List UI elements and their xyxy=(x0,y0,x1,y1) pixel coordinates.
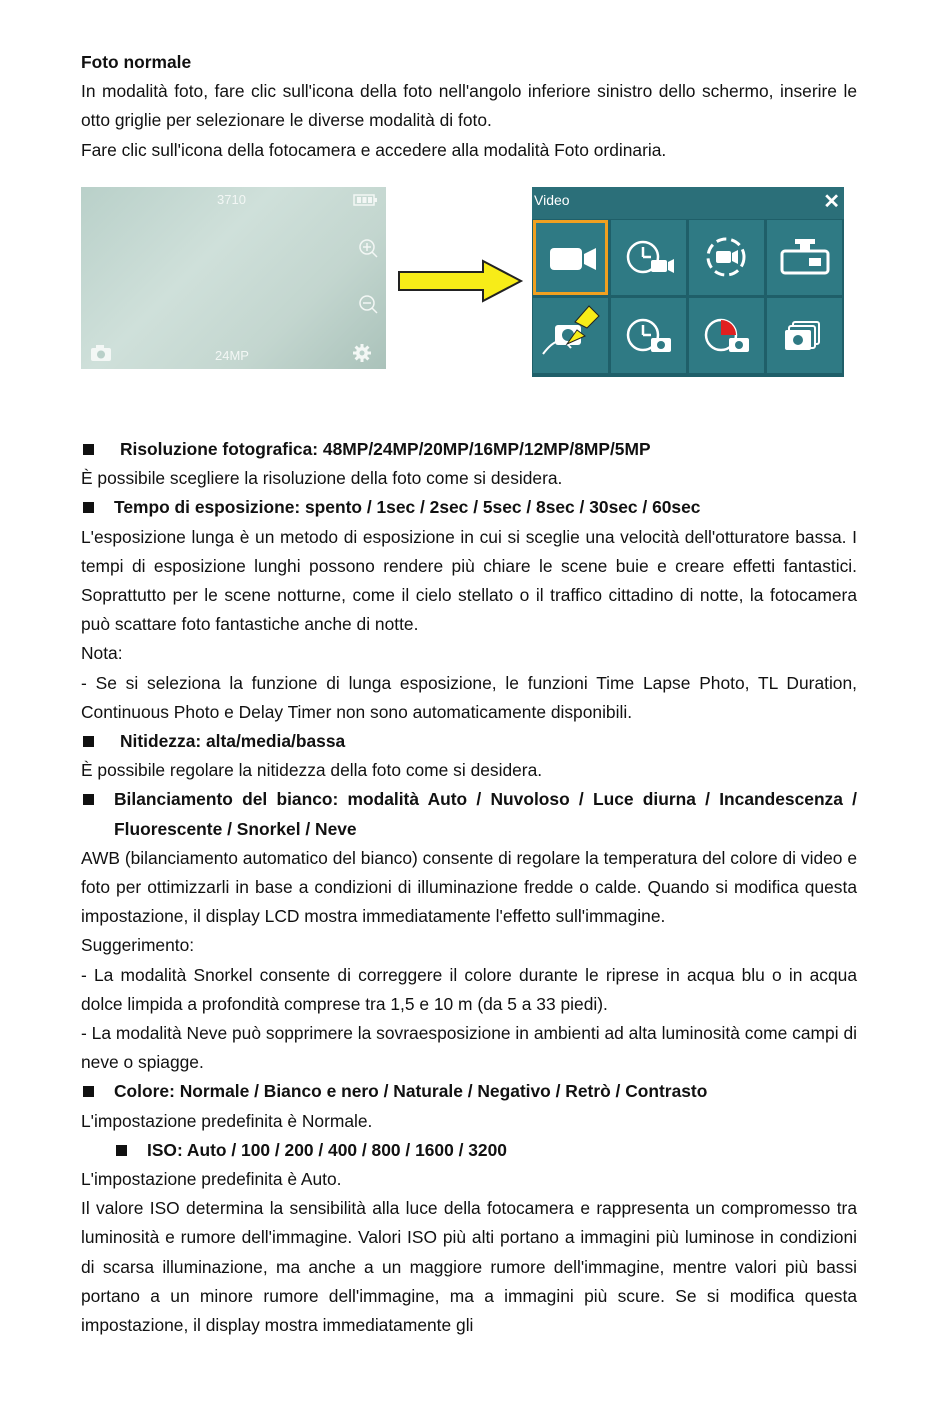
bullet-square-icon xyxy=(83,502,94,513)
intro-paragraph-1: In modalità foto, fare clic sull'icona della foto nell'angolo inferiore sinistro dello schermo, inserire le otto griglie per selezionare le diverse modalità di foto. xyxy=(81,81,857,131)
color-body: L'impostazione predefinita è Normale. xyxy=(81,1110,373,1131)
loop-video-cell[interactable] xyxy=(689,220,764,295)
sharpness-heading xyxy=(81,727,857,756)
bullet-square-icon xyxy=(83,1086,94,1097)
zoom-out-icon[interactable] xyxy=(357,293,379,315)
white-balance-tip-1: - La modalità Snorkel consente di correggere il colore durante le riprese in acqua blu o in acqua dolce limpida a profondità comprese tra 1,5 e 10 m (da 5 a 33 piedi). xyxy=(81,964,857,1014)
menu-header xyxy=(532,187,844,219)
iso-heading xyxy=(81,1136,857,1165)
gear-icon[interactable] xyxy=(352,343,372,363)
photo-mode-cell[interactable] xyxy=(533,298,608,373)
zoom-in-icon[interactable] xyxy=(357,237,379,259)
menu-title: Video xyxy=(534,192,570,208)
burst-photo-cell[interactable] xyxy=(767,298,842,373)
white-balance-body: AWB (bilanciamento automatico del bianco) consente di regolare la temperatura del colore di video e foto per ottimizzarli in base a condizioni di illuminazione fredde o calde. Quando si modifica questa impostazione, il display LCD mostra immediatamente l'effetto sull'immagine. xyxy=(81,847,857,927)
time-lapse-video-cell[interactable] xyxy=(611,220,686,295)
resolution-indicator: 24MP xyxy=(215,348,249,363)
bullet-square-icon xyxy=(83,444,94,455)
exposure-note: - Se si seleziona la funzione di lunga esposizione, le funzioni Time Lapse Photo, TL Duration, Continuous Photo e Delay Timer non sono automaticamente disponibili. xyxy=(81,672,857,722)
exposure-note-label: Nota: xyxy=(81,643,123,664)
bullet-square-icon xyxy=(116,1145,127,1156)
exposure-title: Tempo di esposizione: spento / 1sec / 2sec / 5sec / 8sec / 30sec / 60sec xyxy=(114,497,701,518)
right-arrow-icon xyxy=(397,259,525,303)
dashcam-icon xyxy=(767,220,842,295)
photo-icon xyxy=(533,298,608,373)
intro-block xyxy=(81,48,857,165)
resolution-heading xyxy=(81,435,857,464)
timer-photo-icon xyxy=(689,298,764,373)
settings-list xyxy=(81,435,857,1340)
video-mode-cell[interactable] xyxy=(533,220,608,295)
burst-photo-icon xyxy=(767,298,842,373)
white-balance-title: Bilanciamento del bianco: modalità Auto / Nuvoloso / Luce diurna / Incandescenza / Fluorescente / Snorkel / Neve xyxy=(114,789,857,839)
intro-paragraph-2: Fare clic sull'icona della fotocamera e accedere alla modalità Foto ordinaria. xyxy=(81,139,667,160)
sharpness-title: Nitidezza: alta/media/bassa xyxy=(120,731,346,752)
close-icon[interactable]: ✕ xyxy=(823,191,840,213)
time-lapse-photo-cell[interactable] xyxy=(611,298,686,373)
iso-default: L'impostazione predefinita è Auto. xyxy=(81,1169,342,1190)
shots-left-counter: 3710 xyxy=(217,192,246,207)
white-balance-tip-label: Suggerimento: xyxy=(81,935,195,956)
timer-photo-cell[interactable] xyxy=(689,298,764,373)
bullet-square-icon xyxy=(83,794,94,805)
iso-body: Il valore ISO determina la sensibilità alla luce della fotocamera e rappresenta un compromesso tra luminosità e rumore dell'immagine. Valori ISO più alti portano a immagini più luminose in condizioni di scarsa illuminazione, ma anche a un maggiore rumore dell'immagine, mentre valori più bassi portano a un minore rumore dell'immagine, ma a immagini più scure. Se si modifica questa impostazione, il display mostra immediatamente gli xyxy=(81,1198,857,1336)
video-icon xyxy=(536,223,611,298)
camera-preview-screen xyxy=(81,187,386,369)
iso-title: ISO: Auto / 100 / 200 / 400 / 800 / 1600 / 3200 xyxy=(147,1139,507,1160)
time-lapse-video-icon xyxy=(611,220,686,295)
color-title: Colore: Normale / Bianco e nero / Naturale / Negativo / Retrò / Contrasto xyxy=(114,1081,708,1102)
battery-icon xyxy=(353,193,379,207)
dashcam-cell[interactable] xyxy=(767,220,842,295)
resolution-body: È possibile scegliere la risoluzione della foto come si desidera. xyxy=(81,468,563,489)
white-balance-tip-2: - La modalità Neve può sopprimere la sovraesposizione in ambienti ad alta luminosità come campi di neve o spiagge. xyxy=(81,1023,857,1073)
mode-selection-menu xyxy=(532,187,844,377)
resolution-title: Risoluzione fotografica: 48MP/24MP/20MP/16MP/12MP/8MP/5MP xyxy=(120,439,651,459)
page-heading: Foto normale xyxy=(81,52,192,72)
white-balance-heading xyxy=(81,785,857,843)
exposure-heading xyxy=(81,493,857,522)
bullet-square-icon xyxy=(83,736,94,747)
exposure-body: L'esposizione lunga è un metodo di esposizione in cui si sceglie una velocità dell'otturatore bassa. I tempi di esposizione lunghi possono rendere più chiare le scene buie e creare effetti fantastici. Soprattutto per le scene notturne, come il cielo stellato o il traffico cittadino di notte, la fotocamera può scattare foto fantastiche anche di notte. xyxy=(81,526,857,635)
time-lapse-photo-icon xyxy=(611,298,686,373)
loop-video-icon xyxy=(689,220,764,295)
color-heading xyxy=(81,1077,857,1106)
photo-mode-icon[interactable] xyxy=(90,344,112,362)
sharpness-body: È possibile regolare la nitidezza della foto come si desidera. xyxy=(81,760,543,781)
